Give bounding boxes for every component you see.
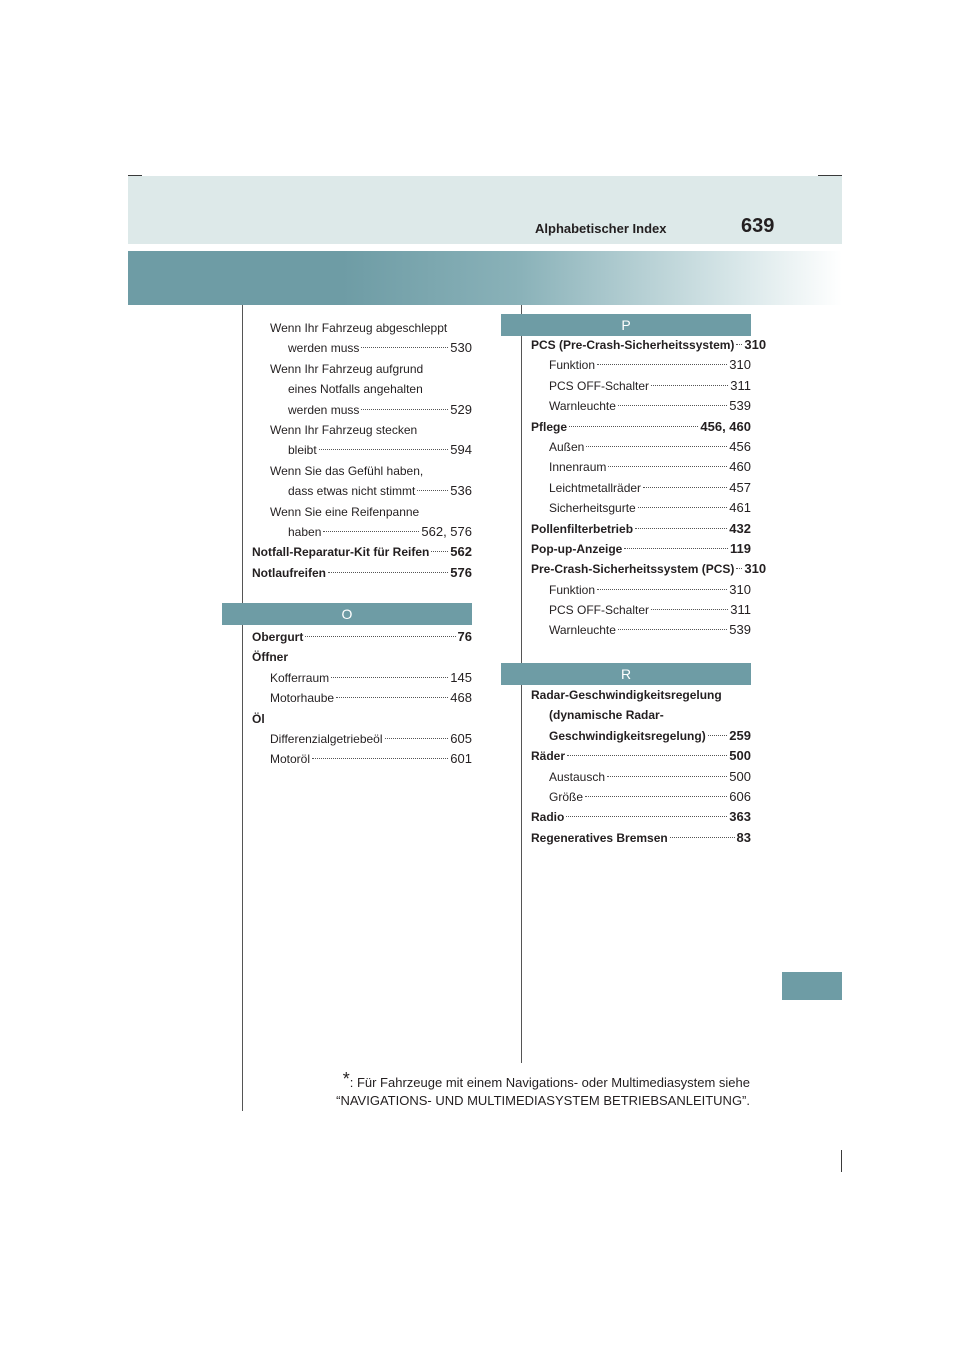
index-entry bbox=[531, 355, 751, 375]
index-entry bbox=[252, 522, 472, 542]
index-entry-page: 432 bbox=[729, 520, 751, 536]
index-entry-page: 83 bbox=[736, 829, 751, 845]
index-entry bbox=[531, 580, 751, 600]
index-entry-page: 456 bbox=[729, 438, 751, 454]
chapter-side-tab bbox=[782, 972, 842, 1000]
index-entry bbox=[252, 420, 472, 440]
index-entry-page: 500 bbox=[729, 748, 751, 764]
index-entry-text: bleibt bbox=[288, 443, 317, 458]
index-entry-text: Differenzialgetriebeöl bbox=[270, 731, 383, 746]
index-entry bbox=[252, 563, 472, 583]
index-entry bbox=[252, 627, 472, 647]
index-entry-text: Austausch bbox=[549, 769, 606, 784]
index-entry bbox=[531, 519, 751, 539]
index-entry-text: Kofferraum bbox=[270, 670, 330, 685]
index-entry bbox=[531, 478, 751, 498]
index-entry bbox=[531, 767, 751, 787]
dot-leader bbox=[670, 837, 735, 838]
dot-leader bbox=[586, 446, 727, 447]
dot-leader bbox=[361, 347, 448, 348]
dot-leader bbox=[319, 449, 449, 450]
index-entry-page: 119 bbox=[730, 540, 751, 556]
index-entry bbox=[531, 705, 751, 725]
index-entry bbox=[252, 461, 472, 481]
dot-leader bbox=[417, 490, 448, 491]
dot-leader bbox=[643, 487, 727, 488]
decorative-gradient-band bbox=[128, 251, 842, 305]
index-entry-page: 562 bbox=[450, 544, 472, 560]
header-band bbox=[128, 176, 842, 244]
index-entry-text: Geschwindigkeitsregelung) bbox=[549, 728, 706, 743]
index-entry-text: Pflege bbox=[531, 419, 568, 434]
index-entry bbox=[531, 335, 767, 355]
footnote-star: * bbox=[342, 1069, 350, 1089]
index-entry bbox=[252, 709, 472, 729]
dot-leader bbox=[305, 636, 455, 637]
index-entry-text: Außen bbox=[549, 439, 585, 454]
dot-leader bbox=[651, 385, 728, 386]
index-entry-text: PCS (Pre-Crash-Sicherheitssystem) bbox=[531, 338, 735, 352]
index-entry bbox=[531, 396, 751, 416]
index-entry-text: Wenn Ihr Fahrzeug abgeschleppt bbox=[270, 321, 448, 335]
index-entry-page: 460 bbox=[729, 459, 751, 475]
index-entry-page: 539 bbox=[729, 622, 751, 638]
index-entry-text: werden muss bbox=[288, 402, 360, 417]
index-entry-page: 500 bbox=[729, 768, 751, 784]
index-entry bbox=[252, 688, 472, 708]
index-entry-page: 456, 460 bbox=[700, 418, 751, 434]
dot-leader bbox=[597, 589, 727, 590]
index-entry-text: Öl bbox=[252, 711, 265, 726]
index-entry bbox=[531, 726, 751, 746]
index-entry-text: Regeneratives Bremsen bbox=[531, 830, 668, 845]
dot-leader bbox=[635, 528, 727, 529]
dot-leader bbox=[651, 609, 728, 610]
dot-leader bbox=[607, 776, 727, 777]
index-entry-text: Innenraum bbox=[549, 460, 607, 475]
index-entry-text: PCS OFF-Schalter bbox=[549, 378, 650, 393]
index-entry bbox=[252, 502, 472, 522]
index-entry-page: 76 bbox=[457, 629, 472, 644]
index-entry-page: 310 bbox=[744, 561, 767, 577]
dot-leader bbox=[708, 735, 728, 736]
index-entry bbox=[531, 417, 751, 437]
index-entry-text: Radio bbox=[531, 810, 565, 825]
dot-leader bbox=[431, 551, 448, 552]
index-entry bbox=[531, 685, 751, 705]
index-entry-text: Warnleuchte bbox=[549, 399, 616, 414]
index-entry-page: 536 bbox=[450, 483, 472, 499]
index-entry-page: 468 bbox=[450, 690, 472, 706]
index-entry bbox=[252, 379, 472, 399]
index-entry-page: 539 bbox=[729, 398, 751, 414]
index-entry bbox=[531, 600, 751, 620]
footnote bbox=[300, 1070, 750, 1110]
index-entry-text: Notlaufreifen bbox=[252, 565, 327, 580]
index-entry-text: werden muss bbox=[288, 341, 360, 356]
index-entry-text: Wenn Ihr Fahrzeug aufgrund bbox=[270, 361, 424, 376]
index-entry bbox=[252, 542, 472, 562]
column-divider-left bbox=[242, 305, 243, 1111]
index-entry-text: Pre-Crash-Sicherheitssystem (PCS) bbox=[531, 562, 735, 577]
dot-leader bbox=[618, 405, 727, 406]
section-header-p: P bbox=[501, 314, 751, 336]
index-entry-text: Wenn Sie das Gefühl haben, bbox=[270, 463, 424, 478]
index-entry-text: Motorhaube bbox=[270, 691, 335, 706]
index-entry-page: 529 bbox=[450, 401, 472, 417]
index-entry-text: Warnleuchte bbox=[549, 623, 616, 638]
dot-leader bbox=[736, 344, 742, 345]
index-entry-text: PCS OFF-Schalter bbox=[549, 603, 650, 618]
index-entry-page: 457 bbox=[729, 479, 751, 495]
dot-leader bbox=[331, 677, 448, 678]
index-entry-text: Pop-up-Anzeige bbox=[531, 541, 623, 556]
index-entry bbox=[531, 457, 751, 477]
dot-leader bbox=[323, 531, 419, 532]
index-entry-text: Größe bbox=[549, 789, 584, 804]
dot-leader bbox=[597, 364, 727, 365]
index-entry-page: 311 bbox=[730, 602, 751, 618]
dot-leader bbox=[312, 758, 448, 759]
index-entry-text: Funktion bbox=[549, 358, 596, 373]
index-entry bbox=[252, 400, 472, 420]
section-header-o: O bbox=[222, 603, 472, 625]
index-entry-text: (dynamische Radar- bbox=[549, 708, 664, 723]
index-entry-text: Leichtmetallräder bbox=[549, 480, 642, 495]
index-entry-text: Öffner bbox=[252, 650, 288, 665]
index-entry bbox=[531, 787, 751, 807]
dot-leader bbox=[585, 796, 727, 797]
index-entry-text: Funktion bbox=[549, 582, 596, 597]
index-entry bbox=[252, 440, 472, 460]
index-entry-text: Wenn Sie eine Reifenpanne bbox=[270, 504, 420, 519]
index-entry-text: Sicherheitsgurte bbox=[549, 501, 636, 516]
index-entry bbox=[252, 338, 472, 358]
index-entry-page: 310 bbox=[729, 581, 751, 597]
dot-leader bbox=[638, 507, 728, 508]
index-entry-page: 145 bbox=[450, 669, 472, 685]
index-entry-text: eines Notfalls angehalten bbox=[288, 382, 423, 397]
section-r-entries bbox=[531, 685, 751, 848]
index-entry-page: 562, 576 bbox=[421, 523, 472, 539]
dot-leader bbox=[618, 629, 727, 630]
index-entry-page: 594 bbox=[450, 442, 472, 458]
dot-leader bbox=[736, 568, 742, 569]
index-entry bbox=[252, 318, 472, 338]
index-entry-page: 461 bbox=[729, 500, 751, 516]
dot-leader bbox=[385, 738, 449, 739]
index-entry-page: 311 bbox=[730, 377, 751, 393]
index-entry-page: 363 bbox=[729, 809, 751, 825]
index-entry bbox=[531, 539, 751, 559]
dot-leader bbox=[566, 816, 727, 817]
index-entry bbox=[531, 828, 751, 848]
index-entry bbox=[252, 481, 472, 501]
dot-leader bbox=[569, 426, 698, 427]
index-entry-page: 601 bbox=[450, 751, 472, 767]
index-entry-text: Notfall-Reparatur-Kit für Reifen bbox=[252, 545, 430, 560]
index-entry bbox=[252, 729, 472, 749]
dot-leader bbox=[567, 755, 727, 756]
index-entry-text: Räder bbox=[531, 749, 566, 764]
dot-leader bbox=[328, 572, 448, 573]
section-p-entries bbox=[531, 335, 767, 641]
index-entry-page: 576 bbox=[450, 564, 472, 580]
dot-leader bbox=[336, 697, 448, 698]
footnote-line-1: *: Für Fahrzeuge mit einem Navigations- oder Multimediasystem siehe bbox=[342, 1069, 750, 1090]
index-entry-page: 606 bbox=[729, 788, 751, 804]
index-entry bbox=[531, 807, 751, 827]
index-entry-text: Wenn Ihr Fahrzeug stecken bbox=[270, 422, 418, 437]
dot-leader bbox=[608, 466, 727, 467]
section-o-entries bbox=[252, 627, 472, 770]
index-entry-text: Pollenfilterbetrieb bbox=[531, 521, 634, 536]
index-entry-page: 530 bbox=[450, 340, 472, 356]
dot-leader bbox=[361, 409, 448, 410]
index-entry-page: 310 bbox=[729, 357, 751, 373]
index-entry-text: dass etwas nicht stimmt bbox=[288, 484, 416, 499]
index-entry bbox=[531, 498, 751, 518]
index-entry-text: Motoröl bbox=[270, 752, 311, 767]
left-column-entries bbox=[252, 318, 472, 583]
crop-mark-bottom-right bbox=[841, 1150, 842, 1172]
index-entry bbox=[252, 647, 472, 667]
footnote-line-2: “NAVIGATIONS- UND MULTIMEDIASYSTEM BETRIEBSANLEITUNG”. bbox=[336, 1093, 750, 1108]
dot-leader bbox=[624, 548, 728, 549]
index-entry bbox=[252, 749, 472, 769]
index-entry bbox=[531, 559, 767, 579]
index-entry bbox=[252, 359, 472, 379]
index-entry bbox=[531, 376, 751, 396]
index-entry bbox=[531, 437, 751, 457]
page-title: Alphabetischer Index bbox=[535, 221, 667, 236]
index-entry-text: Radar-Geschwindigkeitsregelung bbox=[531, 688, 722, 702]
page-number: 639 bbox=[741, 215, 775, 237]
index-entry bbox=[531, 620, 751, 640]
section-header-r: R bbox=[501, 663, 751, 685]
index-entry bbox=[531, 746, 751, 766]
index-entry-text: haben bbox=[288, 524, 322, 539]
index-entry-text: Obergurt bbox=[252, 630, 304, 644]
index-entry-page: 259 bbox=[729, 727, 751, 743]
index-entry-page: 310 bbox=[744, 337, 767, 352]
index-entry bbox=[252, 668, 472, 688]
index-entry-page: 605 bbox=[450, 730, 472, 746]
